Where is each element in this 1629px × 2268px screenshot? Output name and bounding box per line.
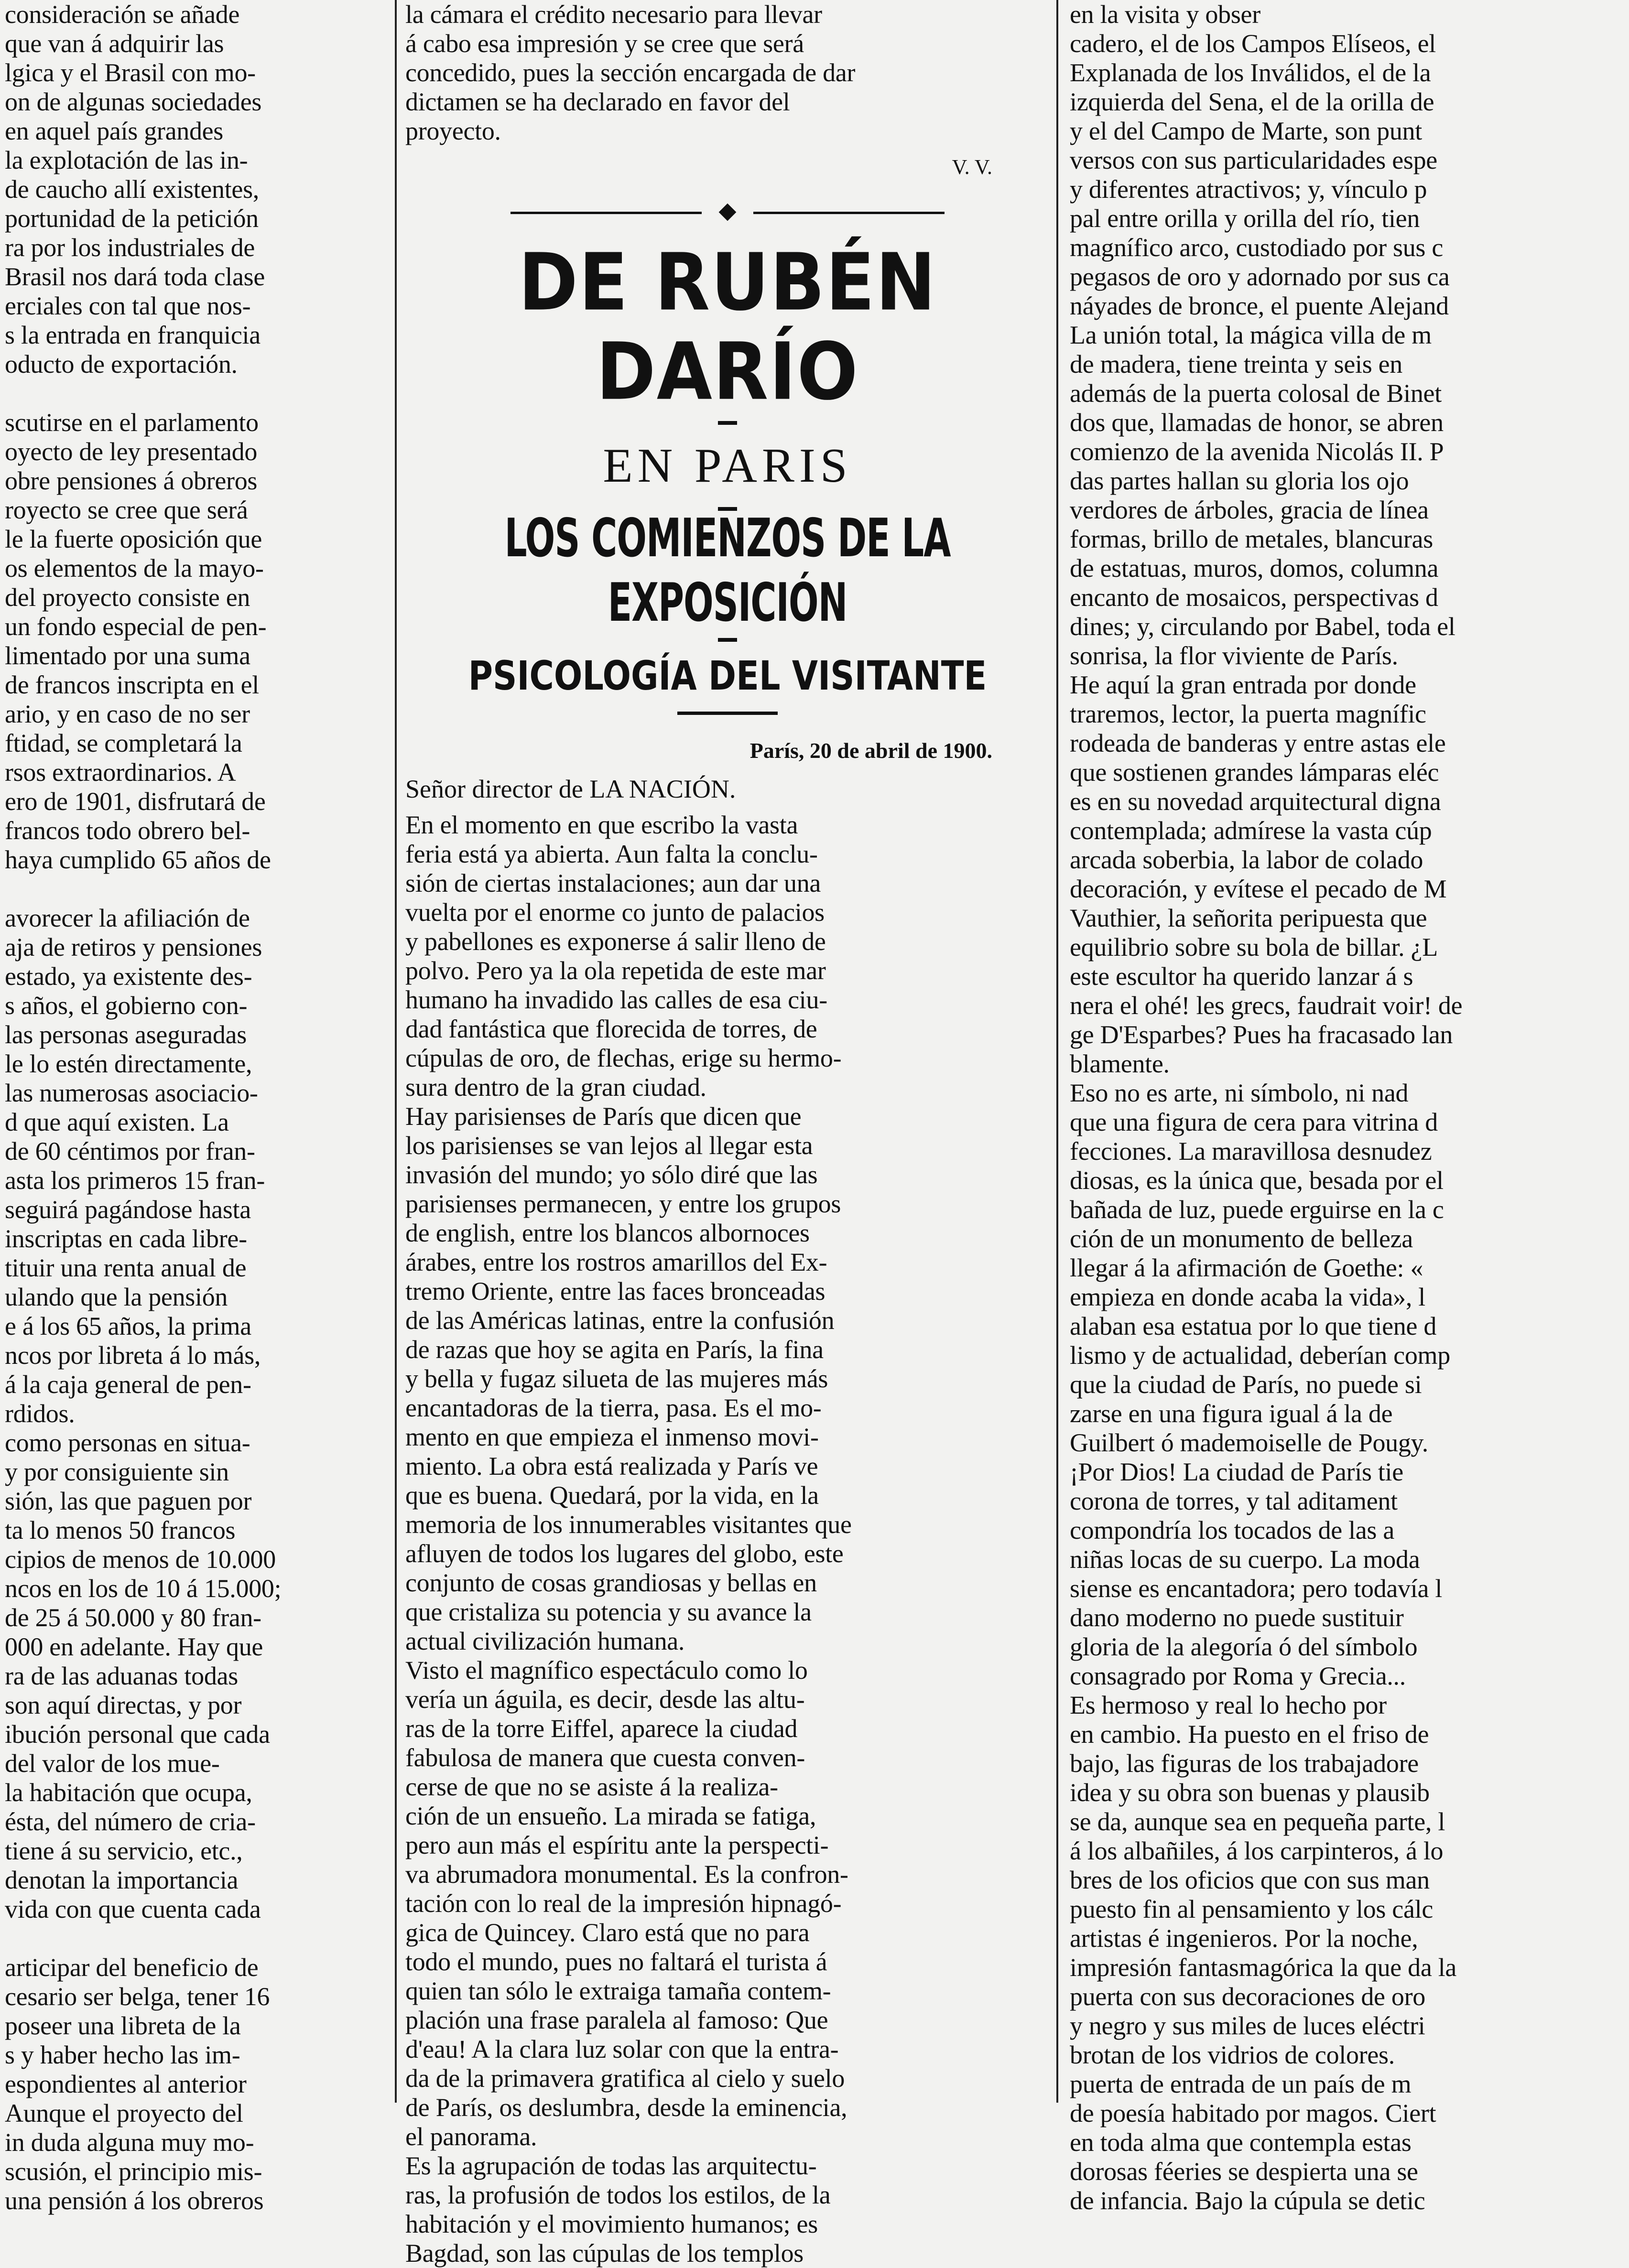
text-line: Explanada de los Inválidos, el de la (1070, 58, 1431, 87)
right-column (1065, 0, 1629, 2215)
text-line: consideración se añade (5, 0, 240, 29)
text-line: verdores de árboles, gracia de línea (1070, 496, 1429, 524)
text-line: erciales con tal que nos- (5, 292, 251, 320)
text-line: e á los 65 años, la prima (5, 1312, 251, 1340)
text-line: blamente. (1070, 1049, 1170, 1078)
text-line: nera el ohé! les grecs, faudrait voir! de (1070, 991, 1463, 1020)
text-line: lismo y de actualidad, deberían comp (1070, 1341, 1450, 1370)
text-line: lgica y el Brasil con mo- (5, 58, 256, 87)
text-line: conjunto de cosas grandiosas y bellas en (405, 1568, 817, 1597)
text-line: d'eau! A la clara luz solar con que la entra- (405, 2035, 839, 2063)
text-line: que sostienen grandes lámparas eléc (1070, 758, 1439, 787)
text-line: de infancia. Bajo la cúpula se detic (1070, 2186, 1425, 2215)
text-line: que cristaliza su potencia y su avance la (405, 1598, 812, 1626)
text-line: ¡Por Dios! La ciudad de París tie (1070, 1458, 1403, 1486)
text-line: de madera, tiene treinta y seis en (1070, 350, 1402, 378)
text-line: estado, ya existente des- (5, 962, 252, 991)
text-line: Eso no es arte, ni símbolo, ni nad (1070, 1079, 1409, 1107)
text-line: pal entre orilla y orilla del río, tien (1070, 204, 1420, 233)
signature: V. V. (952, 155, 992, 179)
text-line: gica de Quincey. Claro está que no para (405, 1918, 810, 1947)
text-line: un fondo especial de pen- (5, 612, 267, 641)
article-body (405, 810, 1050, 2268)
text-line: afluyen de todos los lugares del globo, este (405, 1539, 844, 1568)
text-line: s años, el gobierno con- (5, 991, 248, 1020)
middle-column (405, 0, 1050, 2268)
text-line: diosas, es la única que, besada por el (1070, 1166, 1444, 1195)
text-line: sonrisa, la flor viviente de París. (1070, 641, 1398, 670)
text-line (5, 1924, 390, 1953)
text-line: ero de 1901, disfrutará de (5, 787, 266, 816)
text-line: de París, os deslumbra, desde la eminencia, (405, 2093, 847, 2122)
text-line: le lo estén directamente, (5, 1049, 252, 1078)
text-line: corona de torres, y tal aditament (1070, 1487, 1398, 1515)
text-line: ge D'Esparbes? Pues ha fracasado lan (1070, 1020, 1453, 1049)
ornament-divider (405, 198, 1050, 227)
text-line: arcada soberbia, la labor de colado (1070, 845, 1423, 874)
short-rule (677, 712, 778, 715)
text-line: en la visita y obser (1070, 0, 1260, 29)
text-line: idea y su obra son buenas y plausib (1070, 1778, 1430, 1807)
text-line: encanto de mosaicos, perspectivas d (1070, 583, 1438, 612)
text-line: y el del Campo de Marte, son punt (1070, 117, 1422, 145)
text-line: aja de retiros y pensiones (5, 933, 262, 961)
text-line: invasión del mundo; yo sólo diré que las (405, 1160, 818, 1189)
text-line: cipios de menos de 10.000 (5, 1545, 276, 1574)
text-line: articipar del beneficio de (5, 1953, 259, 1982)
text-line: versos con sus particularidades espe (1070, 146, 1437, 174)
text-line: las personas aseguradas (5, 1020, 247, 1049)
text-line: además de la puerta colosal de Binet (1070, 379, 1442, 408)
text-line: royecto se cree que será (5, 496, 248, 524)
text-line: Brasil nos dará toda clase (5, 262, 265, 291)
salutation: Señor director de LA NACIÓN. (405, 775, 736, 803)
text-line: Guilbert ó mademoiselle de Pougy. (1070, 1428, 1428, 1457)
text-line: ta lo menos 50 francos (5, 1516, 236, 1544)
text-line: Es hermoso y real lo hecho por (1070, 1691, 1387, 1719)
text-line: le la fuerte oposición que (5, 525, 262, 553)
text-line: Bagdad, son las cúpulas de los templos (405, 2239, 804, 2268)
text-line: encantadoras de la tierra, pasa. Es el mo- (405, 1393, 822, 1422)
text-line: del valor de los mue- (5, 1749, 220, 1778)
middle-top-text (405, 0, 1050, 146)
text-line: actual civilización humana. (405, 1627, 685, 1655)
text-line: parisienses permanecen, y entre los grupos (405, 1189, 841, 1218)
text-line: que es buena. Quedará, por la vida, en la (405, 1481, 819, 1510)
text-line: denotan la importancia (5, 1866, 239, 1894)
text-line: vería un águila, es decir, desde las altu- (405, 1685, 805, 1714)
text-line: dines; y, circulando por Babel, toda el (1070, 612, 1455, 641)
text-line: tremo Oriente, entre las faces bronceadas (405, 1277, 825, 1306)
text-line: ario, y en caso de no ser (5, 700, 250, 728)
text-line: sura dentro de la gran ciudad. (405, 1073, 706, 1102)
text-line: rodeada de banderas y entre astas ele (1070, 729, 1446, 757)
text-line: Hay parisienses de París que dicen que (405, 1102, 802, 1131)
text-line: gloria de la alegoría ó del símbolo (1070, 1632, 1418, 1661)
text-line: ésta, del número de cria- (5, 1807, 256, 1836)
text-line: de razas que hoy se agita en París, la fina (405, 1335, 824, 1364)
text-line: de english, entre los blancos albornoces (405, 1219, 810, 1247)
text-line: compondría los tocados de las a (1070, 1516, 1395, 1544)
text-line: proyecto. (405, 117, 501, 145)
text-line: vida con que cuenta cada (5, 1895, 261, 1923)
text-line: empieza en donde acaba la vida», l (1070, 1283, 1425, 1311)
text-line: tiene á su servicio, etc., (5, 1836, 243, 1865)
text-line: formas, brillo de metales, blancuras (1070, 525, 1433, 553)
text-line: mento en que empieza el inmenso movi- (405, 1423, 819, 1451)
text-line: son aquí directas, y por (5, 1691, 242, 1719)
text-line: de poesía habitado por magos. Ciert (1070, 2099, 1436, 2128)
text-line: equilibrio sobre su bola de billar. ¿L (1070, 933, 1438, 961)
text-line: y por consiguiente sin (5, 1458, 229, 1486)
text-line: como personas en situa- (5, 1428, 250, 1457)
text-line: impresión fantasmagórica la que da la (1070, 1953, 1457, 1982)
text-line: s la entrada en franquicia (5, 321, 261, 349)
text-line: bres de los oficios que con sus man (1070, 1866, 1430, 1894)
text-line: rdidos. (5, 1399, 75, 1428)
text-line: rsos extraordinarios. A (5, 758, 236, 787)
text-line: ras, la profusión de todos los estilos, de la (405, 2181, 831, 2209)
text-line: fecciones. La maravillosa desnudez (1070, 1137, 1432, 1166)
text-line: limentado por una suma (5, 641, 250, 670)
text-line: este escultor ha querido lanzar á s (1070, 962, 1413, 991)
text-line: en cambio. Ha puesto en el friso de (1070, 1720, 1429, 1749)
text-line: ras de la torre Eiffel, aparece la ciudad (405, 1714, 798, 1743)
text-line: consagrado por Roma y Grecia... (1070, 1662, 1406, 1690)
headline: DE RUBÉN DARÍO (518, 237, 937, 418)
text-line: alaban esa estatua por lo que tiene d (1070, 1312, 1437, 1340)
text-line: sión, las que paguen por (5, 1487, 252, 1515)
text-line: cúpulas de oro, de flechas, erige su hermo- (405, 1044, 842, 1072)
text-line: dad fantástica que florecida de torres, de (405, 1015, 817, 1043)
text-line: memoria de los innumerables visitantes que (405, 1510, 852, 1539)
text-line: poseer una libreta de la (5, 2011, 241, 2040)
text-line: puerta con sus decoraciones de oro (1070, 1982, 1426, 2011)
text-line: oducto de exportación. (5, 350, 238, 378)
text-line: in duda alguna muy mo- (5, 2128, 254, 2157)
text-line (5, 875, 390, 904)
text-line: de 25 á 50.000 y 80 fran- (5, 1603, 261, 1632)
text-line: la cámara el crédito necesario para llevar (405, 0, 822, 29)
text-line: inscriptas en cada libre- (5, 1224, 247, 1253)
text-line: da de la primavera gratifica al cielo y suelo (405, 2064, 845, 2093)
text-line: á la caja general de pen- (5, 1370, 251, 1399)
text-line: s y haber hecho las im- (5, 2041, 240, 2069)
text-line: que van á adquirir las (5, 29, 224, 58)
text-line: ción de un ensueño. La mirada se fatiga, (405, 1802, 816, 1830)
text-line: cerse de que no se asiste á la realiza- (405, 1772, 778, 1801)
text-line: polvo. Pero ya la ola repetida de este mar (405, 956, 826, 985)
text-line: de estatuas, muros, domos, columna (1070, 554, 1439, 583)
text-line (5, 379, 390, 408)
text-line: Visto el magnífico espectáculo como lo (405, 1656, 808, 1685)
text-line: y diferentes atractivos; y, vínculo p (1070, 175, 1427, 204)
text-line: obre pensiones á obreros (5, 466, 258, 495)
text-line: que una figura de cera para vitrina d (1070, 1108, 1438, 1136)
column-rule-left (395, 0, 397, 2103)
text-line: quien tan sólo le extraiga tamaña contem- (405, 1976, 831, 2005)
text-line: La unión total, la mágica villa de m (1070, 321, 1432, 349)
text-line: espondientes al anterior (5, 2070, 247, 2098)
text-line: pegasos de oro y adornado por sus ca (1070, 262, 1450, 291)
text-line: scutirse en el parlamento (5, 408, 259, 437)
text-line: á cabo esa impresión y se cree que será (405, 29, 804, 58)
text-line: os elementos de la mayo- (5, 554, 264, 583)
text-line: haya cumplido 65 años de (5, 845, 271, 874)
text-line: de francos inscripta en el (5, 670, 259, 699)
text-line: humano ha invadido las calles de esa ciu- (405, 985, 827, 1014)
text-line: la explotación de las in- (5, 146, 248, 174)
text-line: Es la agrupación de todas las arquitectu- (405, 2151, 817, 2180)
text-line: las numerosas asociacio- (5, 1079, 258, 1107)
text-line: En el momento en que escribo la vasta (405, 810, 798, 839)
text-line: el panorama. (405, 2122, 537, 2151)
text-line: todo el mundo, pues no faltará el turista á (405, 1947, 827, 1976)
text-line: decoración, y evítese el pecado de M (1070, 875, 1447, 903)
text-line: tación con lo real de la impresión hipnagó- (405, 1889, 842, 1918)
text-line: francos todo obrero bel- (5, 816, 250, 845)
text-line: magnífico arco, custodiado por sus c (1070, 233, 1443, 262)
left-column (0, 0, 390, 2215)
text-line: dorosas féeries se despierta una se (1070, 2157, 1418, 2186)
text-line: ncos en los de 10 á 15.000; (5, 1574, 282, 1603)
text-line: siense es encantadora; pero todavía l (1070, 1574, 1443, 1603)
text-line: das partes hallan su gloria los ojo (1070, 466, 1409, 495)
text-line: árabes, entre los rostros amarillos del Ex- (405, 1248, 827, 1276)
text-line: ulando que la pensión (5, 1283, 228, 1311)
text-line: Aunque el proyecto del (5, 2099, 243, 2128)
subhead-psicologia: PSICOLOGÍA DEL VISITANTE (468, 652, 987, 700)
text-line: del proyecto consiste en (5, 583, 250, 612)
dash-divider (718, 638, 737, 642)
text-line: bañada de luz, puede erguirse en la c (1070, 1195, 1444, 1224)
text-line: y pabellones es exponerse á salir lleno de (405, 927, 826, 956)
text-line: niñas locas de su cuerpo. La moda (1070, 1545, 1420, 1574)
text-line: ción de un monumento de belleza (1070, 1224, 1413, 1253)
text-line: seguirá pagándose hasta (5, 1195, 251, 1224)
text-line: avorecer la afiliación de (5, 904, 250, 932)
text-line: y bella y fugaz silueta de las mujeres más (405, 1364, 828, 1393)
text-line: zarse en una figura igual á la de (1070, 1399, 1393, 1428)
text-line: de las Américas latinas, entre la confusión (405, 1306, 835, 1335)
text-line: náyades de bronce, el puente Alejand (1070, 292, 1449, 320)
text-line: comienzo de la avenida Nicolás II. P (1070, 437, 1444, 466)
dash-divider (718, 421, 737, 425)
text-line: vuelta por el enorme co junto de palacios (405, 898, 825, 927)
text-line: Vauthier, la señorita peripuesta que (1070, 904, 1427, 932)
text-line: plación una frase paralela al famoso: Que (405, 2006, 828, 2034)
subhead-en-paris: EN PARIS (603, 439, 852, 493)
text-line: d que aquí existen. La (5, 1108, 229, 1136)
text-line: tituir una renta anual de (5, 1253, 247, 1282)
text-line: es en su novedad arquitectural digna (1070, 787, 1441, 816)
text-line: contemplada; admírese la vasta cúp (1070, 816, 1432, 845)
text-line: on de algunas sociedades (5, 87, 262, 116)
text-line: puesto fin al pensamiento y los cálc (1070, 1895, 1433, 1923)
text-line: sión de ciertas instalaciones; aun dar una (405, 869, 821, 897)
text-line: ra por los industriales de (5, 233, 255, 262)
text-line: á los albañiles, á los carpinteros, á lo (1070, 1836, 1444, 1865)
text-line: ncos por libreta á lo más, (5, 1341, 261, 1370)
text-line: que la ciudad de París, no puede si (1070, 1370, 1422, 1399)
text-line: concedido, pues la sección encargada de dar (405, 58, 856, 87)
text-line: se da, aunque sea en pequeña parte, l (1070, 1807, 1445, 1836)
subhead-exposicion: LOS COMIENZOS DE LA EXPOSICIÓN (504, 508, 951, 634)
text-line: asta los primeros 15 fran- (5, 1166, 265, 1195)
text-line: una pensión á los obreros (5, 2186, 264, 2215)
text-line: feria está ya abierta. Aun falta la conclu- (405, 840, 818, 868)
text-line: dos que, llamadas de honor, se abren (1070, 408, 1444, 437)
text-line: cesario ser belga, tener 16 (5, 1982, 270, 2011)
text-line: de caucho allí existentes, (5, 175, 259, 204)
text-line: oyecto de ley presentado (5, 437, 258, 466)
text-line: pero aun más el espíritu ante la perspecti- (405, 1831, 829, 1859)
text-line: cadero, el de los Campos Elíseos, el (1070, 29, 1436, 58)
text-line: brotan de los vidrios de colores. (1070, 2041, 1395, 2069)
text-line: traremos, lector, la puerta magnífic (1070, 700, 1426, 728)
text-line: en toda alma que contempla estas (1070, 2128, 1412, 2157)
text-line: habitación y el movimiento humanos; es (405, 2210, 818, 2238)
text-line: y negro y sus miles de luces eléctri (1070, 2011, 1425, 2040)
text-line: scusión, el principio mis- (5, 2157, 262, 2186)
text-line: fabulosa de manera que cuesta conven- (405, 1743, 805, 1772)
text-line: los parisienses se van lejos al llegar esta (405, 1131, 813, 1160)
text-line: puerta de entrada de un país de m (1070, 2070, 1412, 2098)
column-rule-right (1056, 0, 1058, 2103)
text-line: He aquí la gran entrada por donde (1070, 670, 1416, 699)
text-line: la habitación que ocupa, (5, 1778, 252, 1807)
text-line: llegar á la afirmación de Goethe: « (1070, 1253, 1423, 1282)
text-line: de 60 céntimos por fran- (5, 1137, 255, 1166)
text-line: portunidad de la petición (5, 204, 259, 233)
text-line: dano moderno no puede sustituir (1070, 1603, 1404, 1632)
text-line: ibución personal que cada (5, 1720, 270, 1749)
text-line: ftidad, se completará la (5, 729, 242, 757)
text-line: miento. La obra está realizada y París ve (405, 1452, 818, 1480)
text-line: en aquel país grandes (5, 117, 224, 145)
dateline: París, 20 de abril de 1900. (749, 738, 992, 763)
text-line: va abrumadora monumental. Es la confron- (405, 1860, 848, 1889)
text-line: ra de las aduanas todas (5, 1662, 238, 1690)
text-line: dictamen se ha declarado en favor del (405, 87, 790, 116)
text-line: izquierda del Sena, el de la orilla de (1070, 87, 1434, 116)
text-line: artistas é ingenieros. Por la noche, (1070, 1924, 1418, 1953)
text-line: 000 en adelante. Hay que (5, 1632, 263, 1661)
text-line: bajo, las figuras de los trabajadore (1070, 1749, 1419, 1778)
